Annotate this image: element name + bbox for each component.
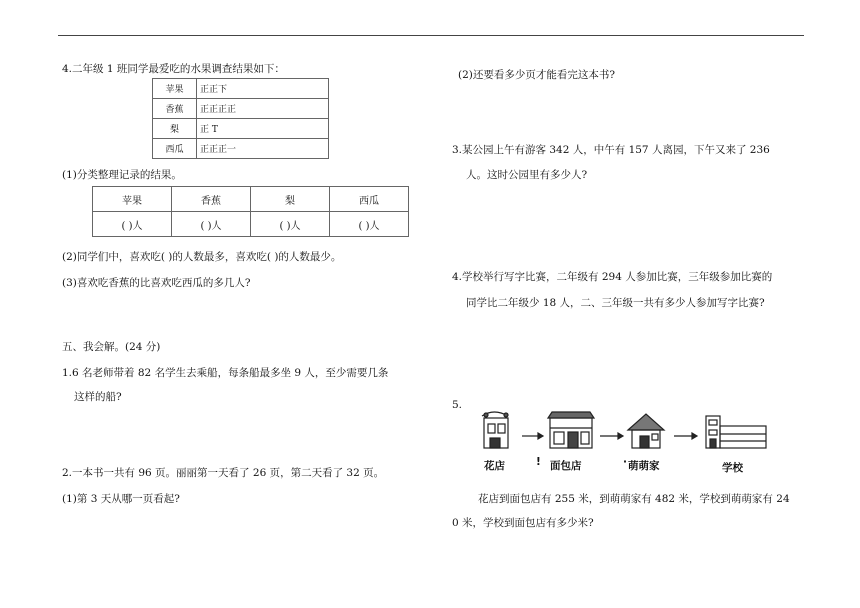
problem-4-line1: 4.学校举行写字比赛，二年级有 294 人参加比赛，三年级参加比赛的 — [452, 271, 773, 283]
summary-answer-blank[interactable]: ( )人 — [251, 212, 330, 237]
route-mark: ! — [536, 456, 541, 468]
table-row — [93, 187, 409, 212]
route-illustration — [476, 408, 776, 478]
section-5-heading: 五、我会解。(24 分) — [62, 341, 161, 353]
place-label-school: 学校 — [722, 462, 743, 474]
summary-header: 西瓜 — [330, 187, 409, 212]
q4-part2: (2)同学们中，喜欢吃( )的人数最多，喜欢吃( )的人数最少。 — [62, 251, 342, 263]
tally-marks: 正正正一 — [197, 139, 329, 159]
arrow-right-icon — [600, 433, 623, 439]
tally-table — [152, 78, 329, 159]
problem-3-line1: 3.某公园上午有游客 342 人，中午有 157 人离园，下午又来了 236 — [452, 144, 770, 156]
summary-header: 梨 — [251, 187, 330, 212]
page-top-rule — [58, 35, 804, 36]
summary-header: 香蕉 — [172, 187, 251, 212]
tally-marks: 正 T — [197, 119, 329, 139]
problem-5-line2: 0 米，学校到面包店有多少米? — [452, 517, 594, 529]
summary-answer-blank[interactable]: ( )人 — [172, 212, 251, 237]
school-icon — [706, 416, 766, 448]
problem-2-part1: (1)第 3 天从哪一页看起? — [62, 493, 180, 505]
tally-fruit: 西瓜 — [153, 139, 197, 159]
arrow-right-icon — [522, 433, 543, 439]
problem-3-line2: 人。这时公园里有多少人? — [466, 169, 588, 181]
problem-5-line1: 花店到面包店有 255 米，到萌萌家有 482 米，学校到萌萌家有 24 — [478, 493, 790, 505]
problem-5-number: 5. — [452, 399, 463, 411]
table-row — [153, 79, 329, 99]
problem-1-line2: 这样的船? — [74, 391, 122, 403]
place-label-home: 萌萌家 — [628, 460, 660, 472]
place-label-flower-shop: 花店 — [484, 460, 505, 472]
summary-answer-blank[interactable]: ( )人 — [93, 212, 172, 237]
table-row — [153, 119, 329, 139]
problem-2-line1: 2.一本书一共有 96 页。丽丽第一天看了 26 页，第二天看了 32 页。 — [62, 467, 385, 479]
problem-1-line1: 1.6 名老师带着 82 名学生去乘船，每条船最多坐 9 人，至少需要几条 — [62, 367, 389, 379]
summary-header: 苹果 — [93, 187, 172, 212]
flower-shop-icon — [482, 412, 508, 448]
bakery-icon — [548, 412, 594, 448]
tally-marks: 正正下 — [197, 79, 329, 99]
tally-marks: 正正正正 — [197, 99, 329, 119]
summary-table — [92, 186, 409, 237]
table-row — [153, 99, 329, 119]
arrow-right-icon — [674, 433, 697, 439]
q4-title: 4.二年级 1 班同学最爱吃的水果调查结果如下： — [62, 63, 285, 75]
problem-4-line2: 同学比二年级少 18 人，二、三年级一共有多少人参加写字比赛? — [466, 297, 765, 309]
q4-part1: (1)分类整理记录的结果。 — [62, 169, 182, 181]
place-label-bakery: 面包店 — [550, 460, 582, 472]
house-icon — [628, 414, 664, 448]
table-row — [93, 212, 409, 237]
summary-answer-blank[interactable]: ( )人 — [330, 212, 409, 237]
q4-part3: (3)喜欢吃香蕉的比喜欢吃西瓜的多几人? — [62, 277, 251, 289]
problem-2-part2: (2)还要看多少页才能看完这本书? — [458, 69, 616, 81]
route-buildings — [476, 408, 776, 458]
tally-fruit: 香蕉 — [153, 99, 197, 119]
route-mark: · — [623, 456, 627, 468]
tally-fruit: 梨 — [153, 119, 197, 139]
tally-fruit: 苹果 — [153, 79, 197, 99]
table-row — [153, 139, 329, 159]
